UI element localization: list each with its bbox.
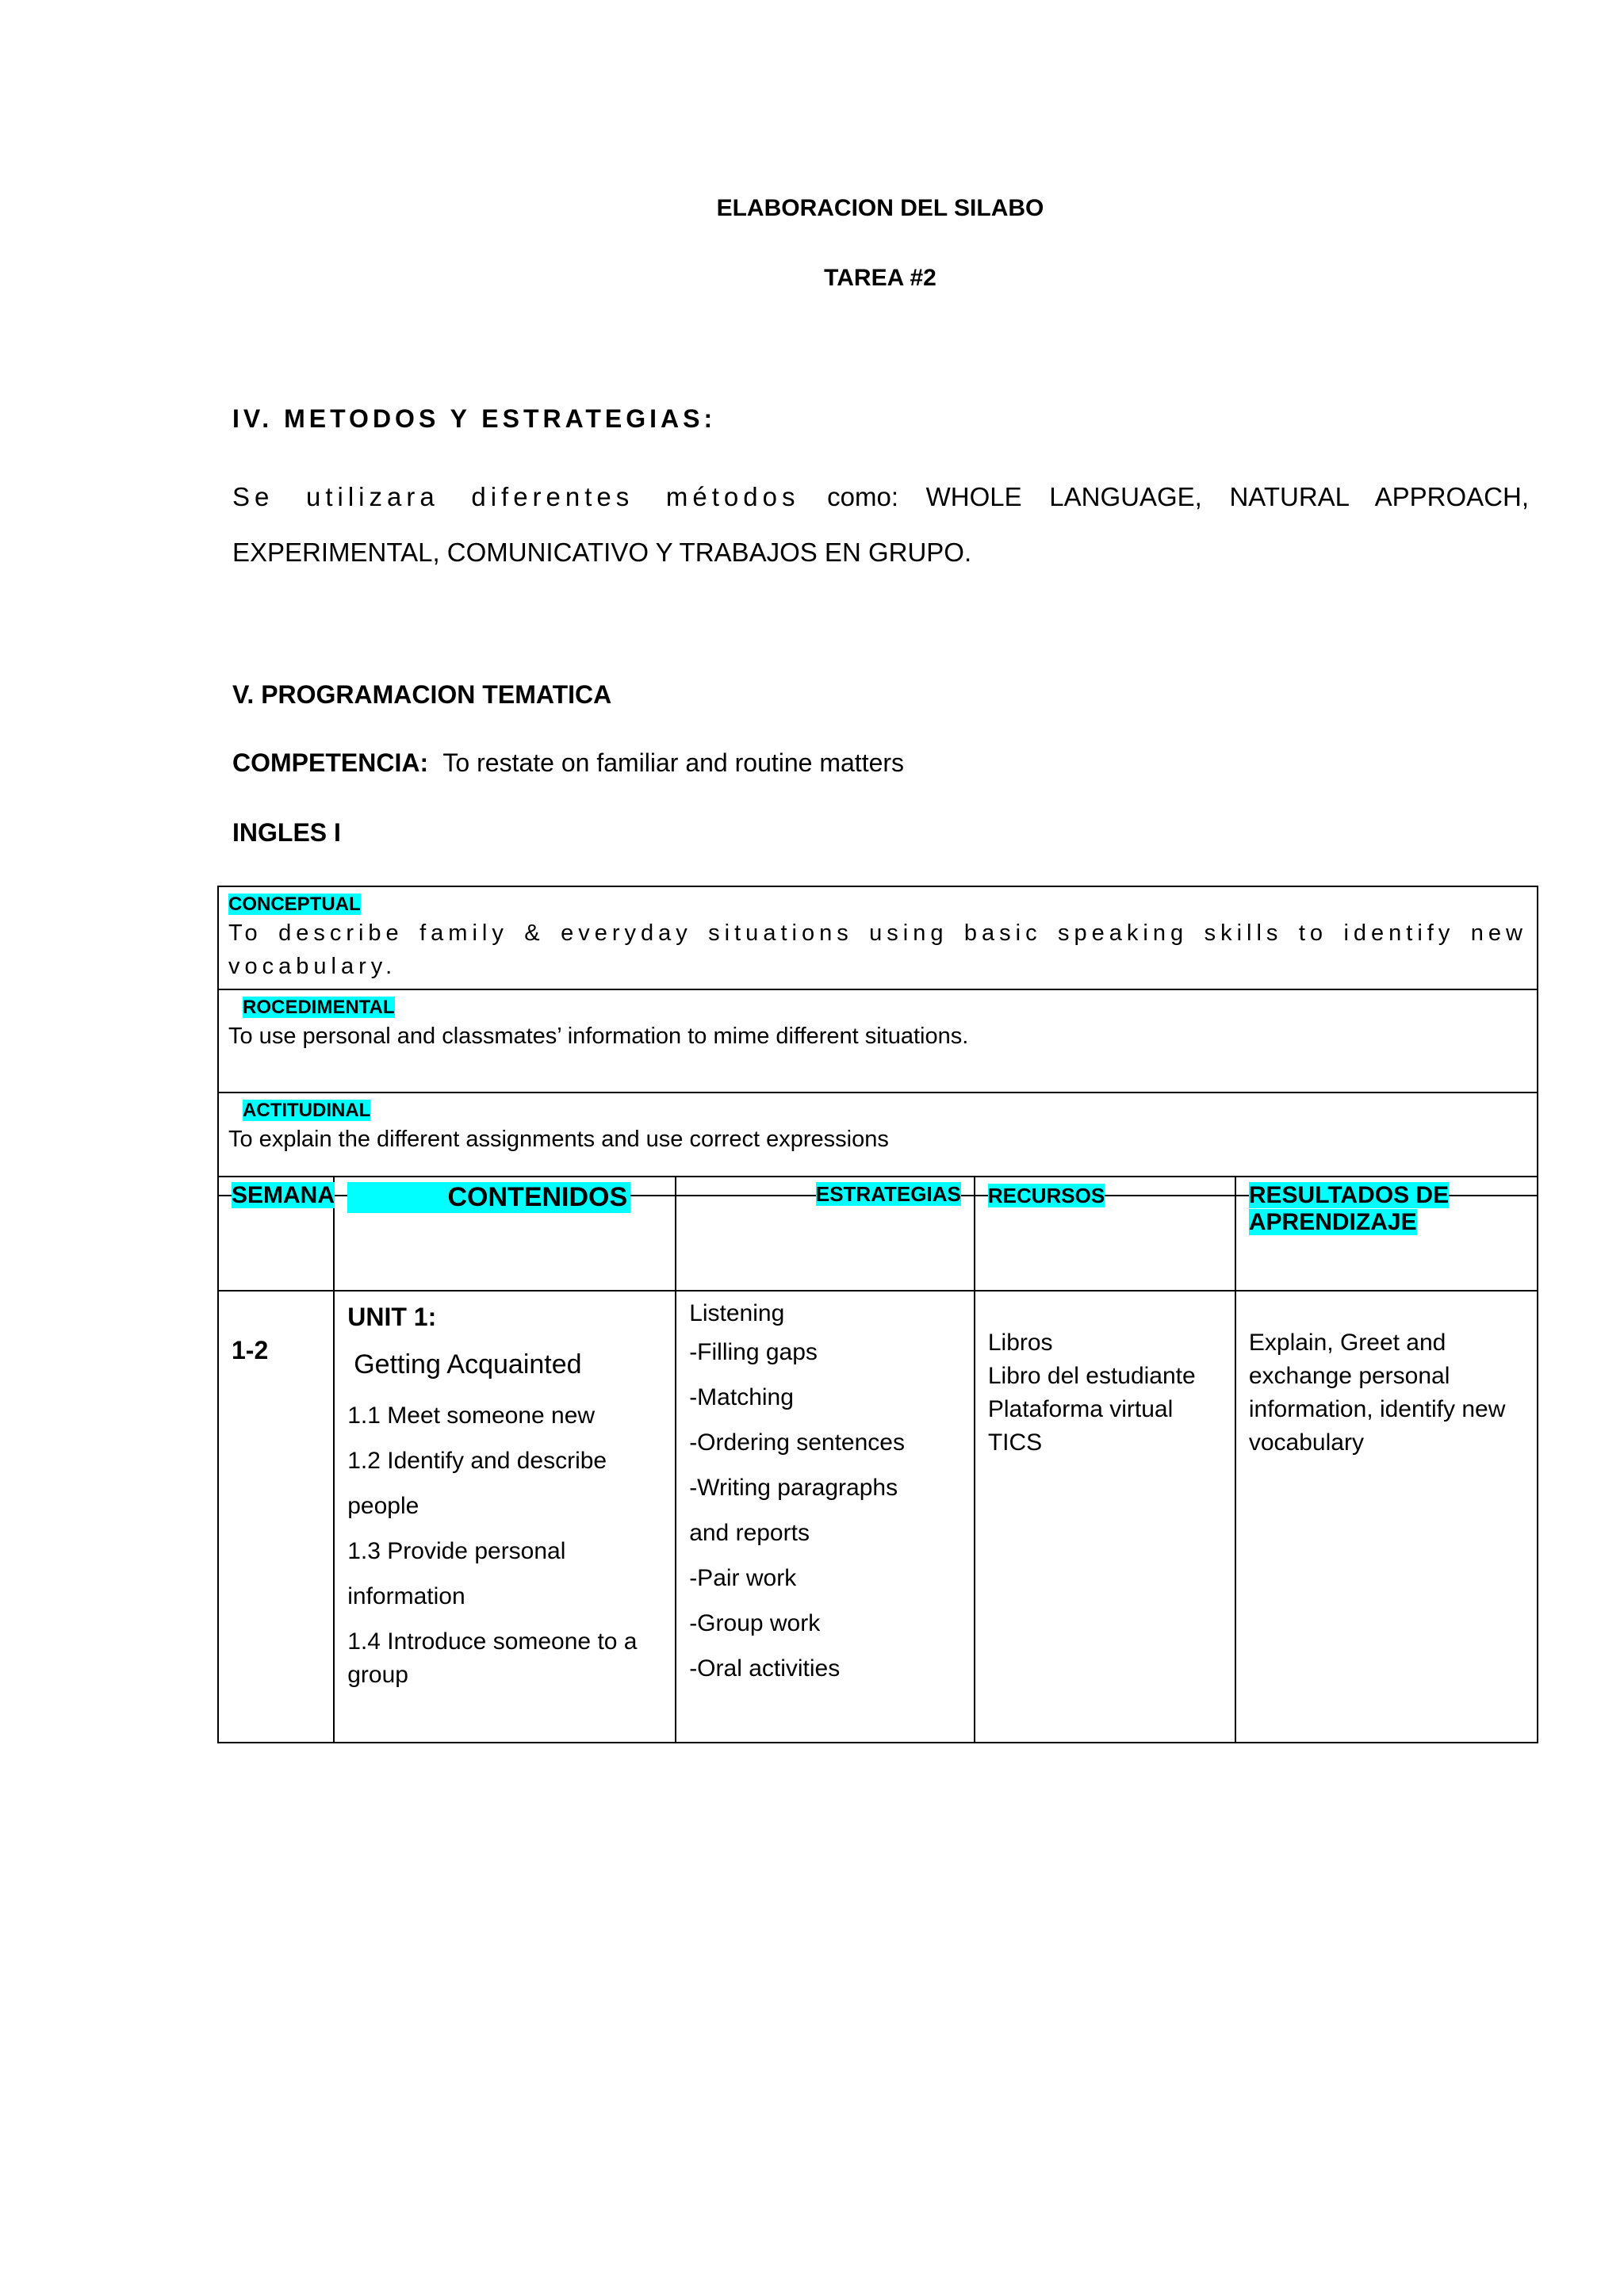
unit-label: UNIT 1: [347,1303,437,1331]
strategies-cell [676,1291,975,1743]
header-estrategias: ESTRATEGIAS [676,1177,975,1291]
content-item: 1.4 Introduce someone to a group [347,1628,638,1688]
strategy-item: -Writing paragraphs [689,1475,898,1501]
strategy-item: -Filling gaps [689,1339,818,1365]
competencia-text: To restate on familiar and routine matters [442,748,905,777]
competency-row-procedimental [218,989,1538,1093]
strategy-item: -Oral activities [689,1655,841,1682]
strategy-item: -Matching [689,1384,794,1410]
table-header-row [218,1177,1538,1291]
competency-tag: ROCEDIMENTAL [243,997,395,1018]
competencia-line [232,748,904,778]
resource-item: TICS [987,1429,1043,1456]
competency-tag: CONCEPTUAL [228,894,361,915]
competencies-table [217,886,1538,1196]
section-heading-programming: V. PROGRAMACION TEMATICA [232,680,612,709]
competency-cell [218,989,1538,1093]
header-recursos: RECURSOS [975,1177,1235,1291]
methods-text-spaced: Se utilizara diferentes métodos [232,482,800,511]
competency-tag: ACTITUDINAL [243,1100,371,1121]
competencia-label: COMPETENCIA: [232,748,429,777]
contents-cell [334,1291,676,1743]
content-item: information [347,1583,465,1609]
strategy-item: Listening [689,1300,785,1326]
methods-paragraph [232,469,1529,580]
results-cell [1235,1291,1538,1743]
results-text: Explain, Greet and exchange personal information, identify new vocabulary [1248,1330,1506,1456]
strategy-item: -Ordering sentences [689,1429,905,1456]
syllabus-table [217,1176,1538,1743]
resources-cell [975,1291,1235,1743]
content-item: 1.2 Identify and describe [347,1448,607,1474]
strategy-item: -Pair work [689,1565,797,1591]
header-contenidos: CONTENIDOS [334,1177,676,1291]
header-semana: SEMANA [218,1177,334,1291]
section-heading-methods: IV. METODOS Y ESTRATEGIAS: [232,404,717,433]
competency-cell [218,886,1538,989]
week-cell: 1-2 [218,1291,334,1743]
strategy-item: -Group work [689,1610,821,1636]
course-name: INGLES I [232,818,341,847]
content-item: 1.3 Provide personal [347,1538,566,1564]
table-row [218,1291,1538,1743]
competency-text: To describe family & everyday situations using basic speaking skills to identify new vocabulary. [228,920,1527,979]
strategy-item: and reports [689,1520,810,1546]
resource-item: Libro del estudiante [987,1363,1196,1389]
document-subtitle: TAREA #2 [824,265,936,291]
resource-item: Plataforma virtual [987,1396,1174,1422]
competency-row-conceptual [218,886,1538,989]
unit-title: Getting Acquainted [354,1349,582,1380]
resource-item: Libros [987,1330,1053,1356]
competency-text: To explain the different assignments and use correct expressions [228,1127,889,1152]
content-item: 1.1 Meet someone new [347,1402,596,1429]
competency-text: To use personal and classmates’ information to mime different situations. [228,1024,969,1049]
methods-text-rest: como: WHOLE LANGUAGE, NATURAL APPROACH, EXPERIMENTAL, COMUNICATIVO Y TRABAJOS EN GRUPO. [232,482,1529,567]
content-item: people [347,1493,419,1519]
header-resultados: RESULTADOS DE APRENDIZAJE [1235,1177,1538,1291]
document-title: ELABORACION DEL SILABO [716,195,1044,221]
